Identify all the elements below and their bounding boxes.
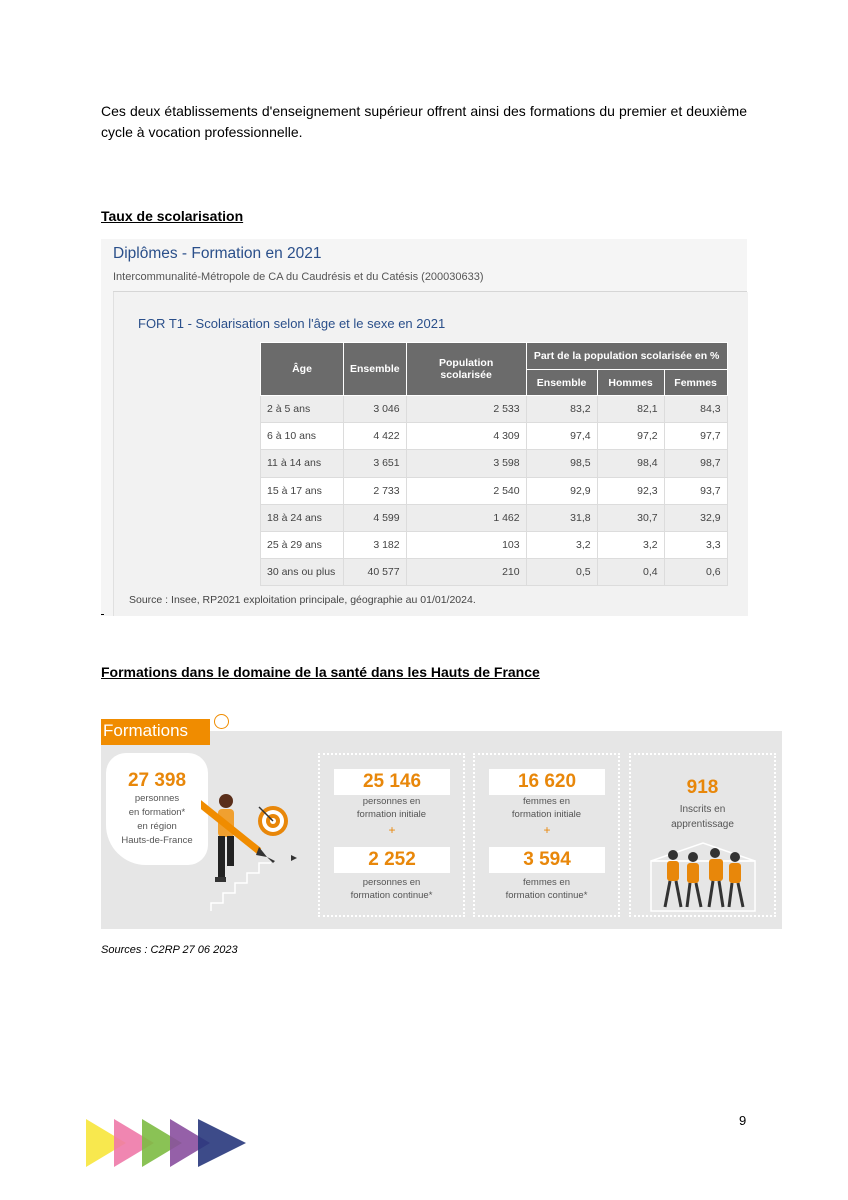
cell-age: 25 à 29 ans xyxy=(261,531,344,558)
box2-number-a-pill xyxy=(489,769,605,795)
box1-label-a2: formation initiale xyxy=(356,809,427,820)
cell-ensemble: 4 599 xyxy=(344,504,407,531)
total-bubble xyxy=(106,753,208,865)
box3-number: 918 xyxy=(686,777,719,798)
cell-age: 30 ans ou plus xyxy=(261,559,344,586)
table-row xyxy=(261,531,728,558)
plus-sign: + xyxy=(388,823,396,837)
cell-population: 103 xyxy=(406,531,526,558)
cell-ensemble: 3 182 xyxy=(344,531,407,558)
table-title: FOR T1 - Scolarisation selon l'âge et le sexe en 2021 xyxy=(138,316,446,331)
formations-tab: Formations xyxy=(101,719,210,745)
header-ensemble: Ensemble xyxy=(344,343,407,396)
cell-part-ensemble: 92,9 xyxy=(526,477,597,504)
cell-hommes: 98,4 xyxy=(597,450,664,477)
cell-ensemble: 4 422 xyxy=(344,423,407,450)
box1-number-b-pill xyxy=(334,847,450,873)
insee-table-panel xyxy=(101,239,747,616)
cell-femmes: 84,3 xyxy=(664,396,727,423)
intro-paragraph: Ces deux établissements d'enseignement supérieur offrent ainsi des formations du premier et deuxième cycle à vocation professionnelle. xyxy=(101,103,747,140)
total-label-1: personnes xyxy=(134,793,180,804)
scolarisation-table xyxy=(260,342,728,586)
cell-femmes: 93,7 xyxy=(664,477,727,504)
box1-label-a1: personnes en xyxy=(362,796,421,807)
cell-age: 18 à 24 ans xyxy=(261,504,344,531)
arrow-icon xyxy=(291,855,297,861)
stray-mark xyxy=(101,614,104,615)
box2-label-b1: femmes en xyxy=(523,877,570,888)
cell-hommes: 3,2 xyxy=(597,531,664,558)
cell-ensemble: 2 733 xyxy=(344,477,407,504)
cell-population: 2 540 xyxy=(406,477,526,504)
page-number: 9 xyxy=(739,1113,747,1128)
box1-number-b: 2 252 xyxy=(368,849,416,870)
cell-age: 2 à 5 ans xyxy=(261,396,344,423)
header-age: Âge xyxy=(261,343,344,396)
cell-hommes: 97,2 xyxy=(597,423,664,450)
cell-population: 1 462 xyxy=(406,504,526,531)
cell-part-ensemble: 31,8 xyxy=(526,504,597,531)
cell-part-ensemble: 83,2 xyxy=(526,396,597,423)
total-number: 27 398 xyxy=(127,770,187,791)
apprentissage-box xyxy=(629,753,776,917)
insee-title: Diplômes - Formation en 2021 xyxy=(113,245,322,262)
box2-label-a1: femmes en xyxy=(523,796,570,807)
header-femmes: Femmes xyxy=(664,370,727,396)
plus-sign: + xyxy=(543,823,551,837)
box2-number-a: 16 620 xyxy=(517,771,577,792)
cell-age: 11 à 14 ans xyxy=(261,450,344,477)
cell-ensemble: 3 651 xyxy=(344,450,407,477)
table-row xyxy=(261,504,728,531)
total-label-2: en formation* xyxy=(128,807,186,818)
table-row xyxy=(261,477,728,504)
cell-population: 2 533 xyxy=(406,396,526,423)
cell-femmes: 0,6 xyxy=(664,559,727,586)
header-population: Population scolarisée xyxy=(406,343,526,396)
table-row xyxy=(261,559,728,586)
cell-population: 4 309 xyxy=(406,423,526,450)
initial-continue-box xyxy=(318,753,465,917)
header-hommes: Hommes xyxy=(597,370,664,396)
box1-number-a: 25 146 xyxy=(362,771,422,792)
formations-infographic xyxy=(101,731,782,929)
cell-part-ensemble: 0,5 xyxy=(526,559,597,586)
header-part-ensemble: Ensemble xyxy=(526,370,597,396)
box2-number-b: 3 594 xyxy=(523,849,571,870)
box1-label-b2: formation continue* xyxy=(350,890,433,901)
cell-ensemble: 3 046 xyxy=(344,396,407,423)
box1-label-b1: personnes en xyxy=(362,877,421,888)
cell-hommes: 82,1 xyxy=(597,396,664,423)
header-part: Part de la population scolarisée en % xyxy=(526,343,727,370)
cell-population: 210 xyxy=(406,559,526,586)
cell-age: 6 à 10 ans xyxy=(261,423,344,450)
cell-hommes: 30,7 xyxy=(597,504,664,531)
table-row xyxy=(261,423,728,450)
students-illustration xyxy=(647,841,759,913)
section-heading-sante: Formations dans le domaine de la santé dans les Hauts de France xyxy=(101,664,540,680)
women-box xyxy=(473,753,620,917)
total-label-4: Hauts-de-France xyxy=(121,835,193,846)
cell-femmes: 3,3 xyxy=(664,531,727,558)
box3-label-1: Inscrits en xyxy=(679,804,726,815)
table-row xyxy=(261,450,728,477)
section-heading-scolarisation: Taux de scolarisation xyxy=(101,208,244,224)
box1-number-a-pill xyxy=(334,769,450,795)
box2-number-b-pill xyxy=(489,847,605,873)
cell-ensemble: 40 577 xyxy=(344,559,407,586)
box3-label-2: apprentissage xyxy=(671,819,734,830)
sources-note: Sources : C2RP 27 06 2023 xyxy=(101,944,238,956)
cell-femmes: 98,7 xyxy=(664,450,727,477)
footer-logo xyxy=(86,1117,248,1169)
table-row xyxy=(261,396,728,423)
info-icon xyxy=(214,714,229,729)
cell-femmes: 97,7 xyxy=(664,423,727,450)
cell-population: 3 598 xyxy=(406,450,526,477)
box2-label-b2: formation continue* xyxy=(505,890,588,901)
cell-age: 15 à 17 ans xyxy=(261,477,344,504)
insee-source: Source : Insee, RP2021 exploitation principale, géographie au 01/01/2024. xyxy=(129,594,476,606)
cell-part-ensemble: 98,5 xyxy=(526,450,597,477)
total-label-3: en région xyxy=(137,821,177,832)
cell-part-ensemble: 97,4 xyxy=(526,423,597,450)
cell-hommes: 92,3 xyxy=(597,477,664,504)
cell-femmes: 32,9 xyxy=(664,504,727,531)
insee-subtitle: Intercommunalité-Métropole de CA du Caudrésis et du Catésis (200030633) xyxy=(113,271,484,283)
climber-illustration xyxy=(201,781,301,921)
box2-label-a2: formation initiale xyxy=(511,809,582,820)
cell-part-ensemble: 3,2 xyxy=(526,531,597,558)
cell-hommes: 0,4 xyxy=(597,559,664,586)
